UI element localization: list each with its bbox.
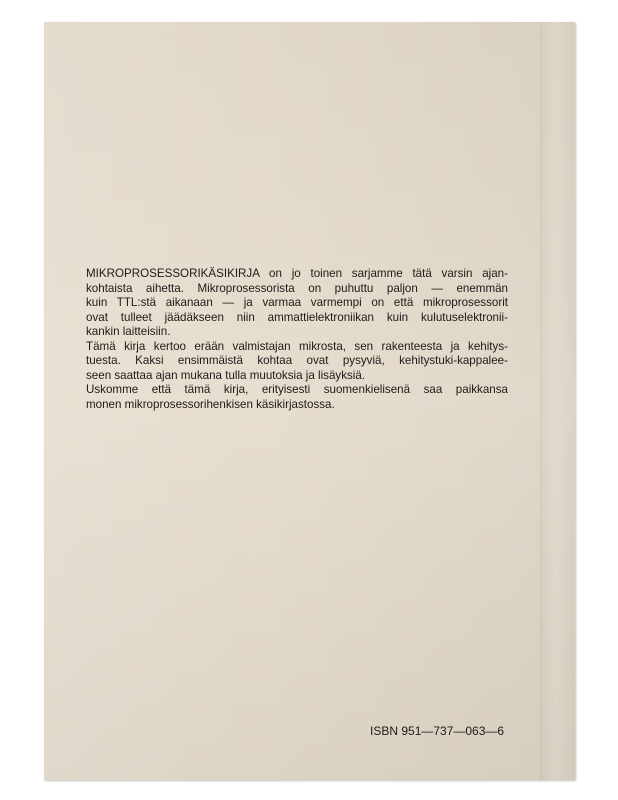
blurb-line: kohtaista aihetta. Mikroprosessorista on puhuttu paljon — enemmän (86, 281, 508, 295)
blurb-line: MIKROPROSESSORIKÄSIKIRJA on jo toinen sarjamme tätä varsin ajan- (86, 267, 508, 280)
blurb-text (86, 267, 508, 412)
cover-spine-edge (540, 22, 575, 780)
blurb-line: kankin laitteisiin. (86, 325, 171, 338)
blurb-line: seen saattaa ajan mukana tulla muutoksia ja lisäyksiä. (86, 368, 366, 382)
blurb-line: Tämä kirja kertoo erään valmistajan mikrosta, sen rakenteesta ja kehitys- (86, 339, 508, 353)
blurb-line: tuesta. Kaksi ensimmäistä kohtaa ovat pysyviä, kehitystuki-kappalee- (86, 354, 508, 367)
blurb-line: kuin TTL:stä aikanaan — ja varmaa varmempi on että mikroprosessorit (86, 296, 508, 309)
blurb-line: monen mikroprosessorihenkisen käsikirjastossa. (86, 397, 335, 411)
isbn-number: ISBN 951—737—063—6 (370, 724, 505, 738)
blurb-line: ovat tulleet jäädäkseen niin ammattielektroniikan kuin kulutuselektronii- (86, 310, 508, 324)
blurb-line: Uskomme että tämä kirja, erityisesti suomenkielisenä saa paikkansa (86, 383, 508, 396)
book-back-cover (44, 22, 575, 780)
